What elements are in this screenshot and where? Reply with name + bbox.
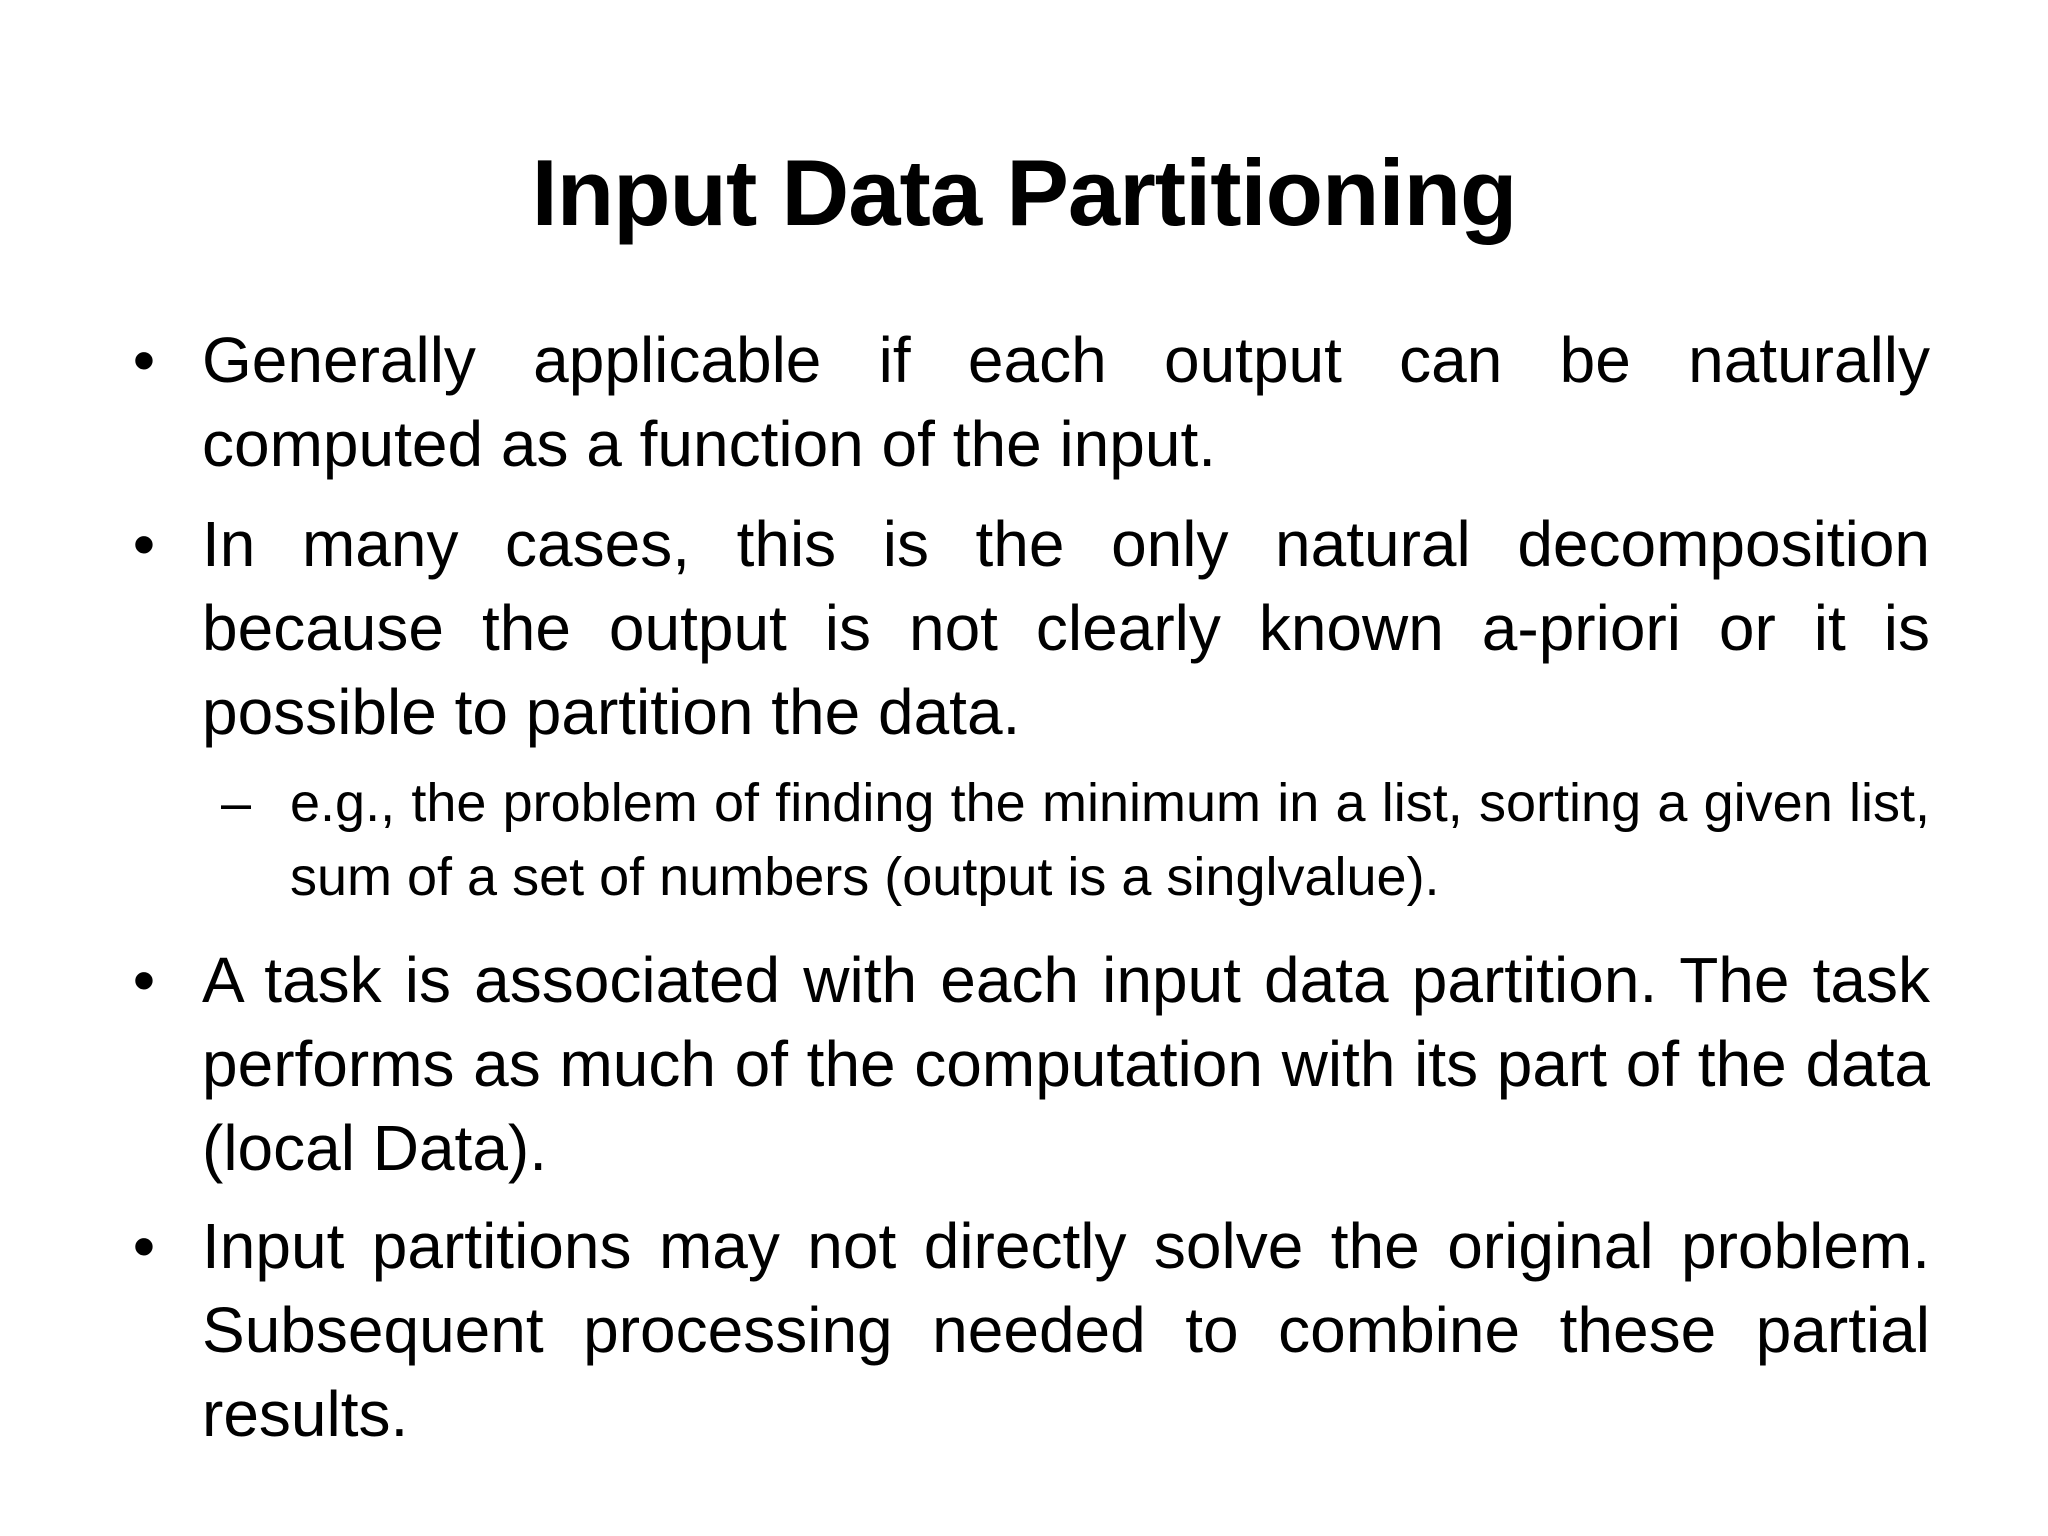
bullet-dot-icon: • <box>132 944 156 1016</box>
bullet-dot-icon: • <box>132 324 156 396</box>
bullet-item <box>132 1204 1930 1456</box>
sub-bullet-text: e.g., the problem of finding the minimum in a list, sorting a given list, sum of a set of numbers (output is a singlvalue). <box>290 773 1930 907</box>
slide-title: Input Data Partitioning <box>531 140 1517 245</box>
bullet-item <box>132 502 1930 754</box>
sub-bullet-dash-icon: – <box>220 773 252 833</box>
bullet-text: Input partitions may not directly solve the original problem. Subsequent processing needed to combine these partial results. <box>202 1210 1930 1450</box>
bullet-item <box>132 318 1930 486</box>
bullet-text: A task is associated with each input data partition. The task performs as much of the computation with its part of the data (local Data). <box>202 944 1930 1184</box>
sub-bullet-item <box>220 766 1930 914</box>
bullet-text: In many cases, this is the only natural decomposition because the output is not clearly known a-priori or it is possible to partition the data. <box>202 508 1930 748</box>
bullet-dot-icon: • <box>132 1210 156 1282</box>
bullet-item <box>132 938 1930 1190</box>
bullet-dot-icon: • <box>132 508 156 580</box>
bullet-text: Generally applicable if each output can be naturally computed as a function of the input. <box>202 324 1930 480</box>
